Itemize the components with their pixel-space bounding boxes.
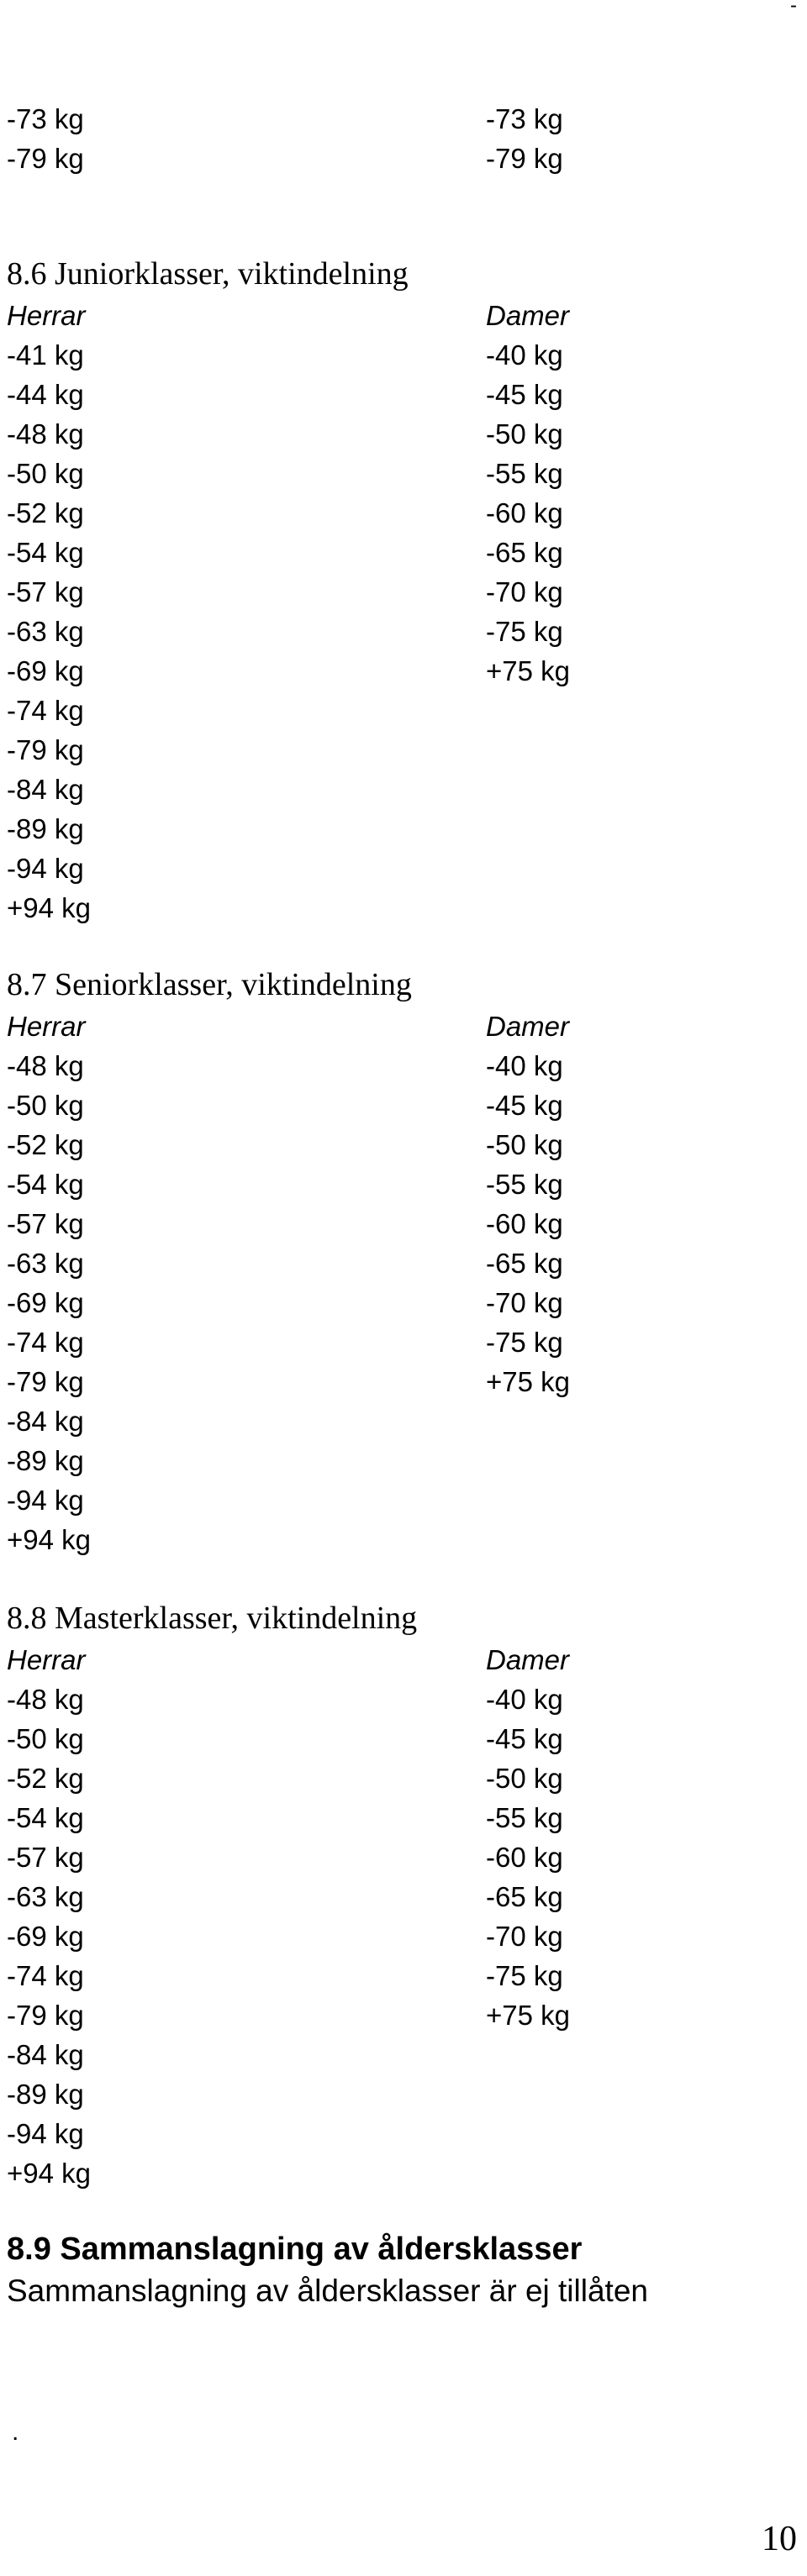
damer-weight (486, 730, 789, 770)
header-herrar: Herrar (7, 1644, 86, 1675)
damer-weight: -55 kg (486, 1802, 563, 1833)
table-row (7, 809, 789, 849)
table-row (7, 1204, 789, 1243)
table-row (7, 730, 789, 770)
section-8-7 (7, 963, 789, 1559)
table-row (7, 1322, 789, 1362)
damer-weight (486, 809, 789, 849)
table-row (7, 335, 789, 375)
herrar-weight: +94 kg (7, 1524, 91, 1555)
table-row (7, 1995, 789, 2035)
table-row (7, 1719, 789, 1759)
left-cell: -73 kg (7, 103, 84, 134)
table-row (7, 99, 789, 139)
herrar-weight: -74 kg (7, 1960, 84, 1991)
herrar-weight: -89 kg (7, 1445, 84, 1476)
table-row (7, 1283, 789, 1322)
table-row (7, 1680, 789, 1719)
table-row (7, 139, 789, 178)
damer-weight (486, 1401, 789, 1441)
column-headers (7, 296, 789, 335)
herrar-weight: -79 kg (7, 734, 84, 765)
herrar-weight: -50 kg (7, 1090, 84, 1121)
section-8-9 (7, 2228, 648, 2312)
table-row (7, 888, 789, 928)
damer-weight: -55 kg (486, 1169, 563, 1200)
header-damer: Damer (486, 1644, 570, 1675)
table-row (7, 1798, 789, 1837)
damer-weight: -55 kg (486, 458, 563, 489)
damer-weight: +75 kg (486, 1366, 570, 1397)
table-row (7, 1520, 789, 1559)
herrar-weight: -69 kg (7, 1921, 84, 1952)
column-headers (7, 1007, 789, 1046)
damer-weight (486, 770, 789, 809)
header-herrar: Herrar (7, 1011, 86, 1042)
damer-weight: -60 kg (486, 1208, 563, 1239)
table-row (7, 572, 789, 612)
herrar-weight: -52 kg (7, 497, 84, 528)
table-row (7, 2114, 789, 2153)
damer-weight: -40 kg (486, 1684, 563, 1715)
damer-weight (486, 1520, 789, 1559)
damer-weight (486, 1480, 789, 1520)
herrar-weight: -63 kg (7, 616, 84, 647)
herrar-weight: -84 kg (7, 774, 84, 805)
damer-weight: -50 kg (486, 1763, 563, 1794)
right-cell: -79 kg (486, 143, 563, 174)
table-row (7, 1837, 789, 1877)
herrar-weight: -48 kg (7, 1050, 84, 1081)
damer-weight (486, 2153, 789, 2193)
table-row (7, 1164, 789, 1204)
damer-weight: -40 kg (486, 1050, 563, 1081)
damer-weight: -75 kg (486, 1327, 563, 1358)
table-row (7, 1401, 789, 1441)
damer-weight: +75 kg (486, 2000, 570, 2031)
damer-weight (486, 2074, 789, 2114)
herrar-weight: -74 kg (7, 1327, 84, 1358)
herrar-weight: -94 kg (7, 853, 84, 884)
herrar-weight: -63 kg (7, 1248, 84, 1279)
herrar-weight: +94 kg (7, 892, 91, 923)
table-row (7, 375, 789, 414)
herrar-weight: -79 kg (7, 1366, 84, 1397)
damer-weight: -65 kg (486, 1248, 563, 1279)
herrar-weight: -69 kg (7, 655, 84, 686)
header-damer: Damer (486, 1011, 570, 1042)
damer-weight: -50 kg (486, 1129, 563, 1160)
intro-rows (7, 99, 789, 178)
damer-weight: -70 kg (486, 1287, 563, 1318)
damer-weight: -45 kg (486, 1723, 563, 1754)
table-row (7, 1125, 789, 1164)
table-row (7, 1759, 789, 1798)
table-row (7, 2153, 789, 2193)
damer-weight (486, 691, 789, 730)
section-title: 8.7 Seniorklasser, viktindelning (7, 967, 412, 1002)
header-herrar: Herrar (7, 300, 86, 331)
section-8-6 (7, 252, 789, 928)
herrar-weight: -52 kg (7, 1129, 84, 1160)
herrar-weight: -50 kg (7, 458, 84, 489)
page-number: 10 (762, 2520, 797, 2558)
damer-weight (486, 1441, 789, 1480)
herrar-weight: -84 kg (7, 1406, 84, 1437)
damer-weight: -65 kg (486, 537, 563, 568)
damer-weight: -40 kg (486, 339, 563, 371)
herrar-weight: -54 kg (7, 1169, 84, 1200)
table-row (7, 691, 789, 730)
section-title: 8.9 Sammanslagning av åldersklasser (7, 2232, 583, 2267)
herrar-weight: -57 kg (7, 576, 84, 607)
herrar-weight: -89 kg (7, 813, 84, 844)
herrar-weight: -94 kg (7, 1485, 84, 1516)
top-mark: - (790, 0, 797, 17)
table-row (7, 1086, 789, 1125)
damer-weight: -45 kg (486, 1090, 563, 1121)
table-row (7, 1441, 789, 1480)
section-title: 8.8 Masterklasser, viktindelning (7, 1601, 418, 1636)
damer-weight (486, 2035, 789, 2074)
table-row (7, 612, 789, 651)
table-row (7, 849, 789, 888)
damer-weight: -70 kg (486, 576, 563, 607)
herrar-weight: -57 kg (7, 1208, 84, 1239)
table-row (7, 1480, 789, 1520)
herrar-weight: -79 kg (7, 2000, 84, 2031)
table-row (7, 770, 789, 809)
table-row (7, 1916, 789, 1956)
section-8-8 (7, 1596, 789, 2193)
herrar-weight: -44 kg (7, 379, 84, 410)
right-cell: -73 kg (486, 103, 563, 134)
herrar-weight: -50 kg (7, 1723, 84, 1754)
damer-weight: -60 kg (486, 497, 563, 528)
damer-weight: -65 kg (486, 1881, 563, 1912)
herrar-weight: -57 kg (7, 1842, 84, 1873)
table-row (7, 651, 789, 691)
table-row (7, 533, 789, 572)
damer-weight: -75 kg (486, 616, 563, 647)
table-row (7, 2035, 789, 2074)
herrar-weight: -74 kg (7, 695, 84, 726)
damer-weight: -75 kg (486, 1960, 563, 1991)
section-body: Sammanslagning av åldersklasser är ej tillåten (7, 2274, 648, 2308)
herrar-weight: -63 kg (7, 1881, 84, 1912)
herrar-weight: -52 kg (7, 1763, 84, 1794)
table-row (7, 1243, 789, 1283)
table-row (7, 1956, 789, 1995)
table-row (7, 414, 789, 454)
herrar-weight: -54 kg (7, 1802, 84, 1833)
herrar-weight: -54 kg (7, 537, 84, 568)
table-row (7, 1046, 789, 1086)
table-row (7, 1877, 789, 1916)
herrar-weight: -48 kg (7, 1684, 84, 1715)
table-row (7, 454, 789, 493)
herrar-weight: -89 kg (7, 2079, 84, 2110)
damer-weight: +75 kg (486, 655, 570, 686)
header-damer: Damer (486, 300, 570, 331)
herrar-weight: -84 kg (7, 2039, 84, 2070)
damer-weight (486, 888, 789, 928)
herrar-weight: -41 kg (7, 339, 84, 371)
weight-rows (7, 1680, 789, 2193)
damer-weight (486, 2114, 789, 2153)
table-row (7, 2074, 789, 2114)
herrar-weight: -48 kg (7, 418, 84, 449)
weight-rows (7, 1046, 789, 1559)
table-row (7, 1362, 789, 1401)
herrar-weight: -69 kg (7, 1287, 84, 1318)
damer-weight: -60 kg (486, 1842, 563, 1873)
herrar-weight: +94 kg (7, 2158, 91, 2189)
damer-weight: -50 kg (486, 418, 563, 449)
weight-rows (7, 335, 789, 928)
damer-weight (486, 849, 789, 888)
damer-weight: -45 kg (486, 379, 563, 410)
column-headers (7, 1640, 789, 1680)
footer-dot: . (12, 2418, 19, 2446)
left-cell: -79 kg (7, 143, 84, 174)
herrar-weight: -94 kg (7, 2118, 84, 2149)
damer-weight: -70 kg (486, 1921, 563, 1952)
table-row (7, 493, 789, 533)
section-title: 8.6 Juniorklasser, viktindelning (7, 256, 409, 292)
